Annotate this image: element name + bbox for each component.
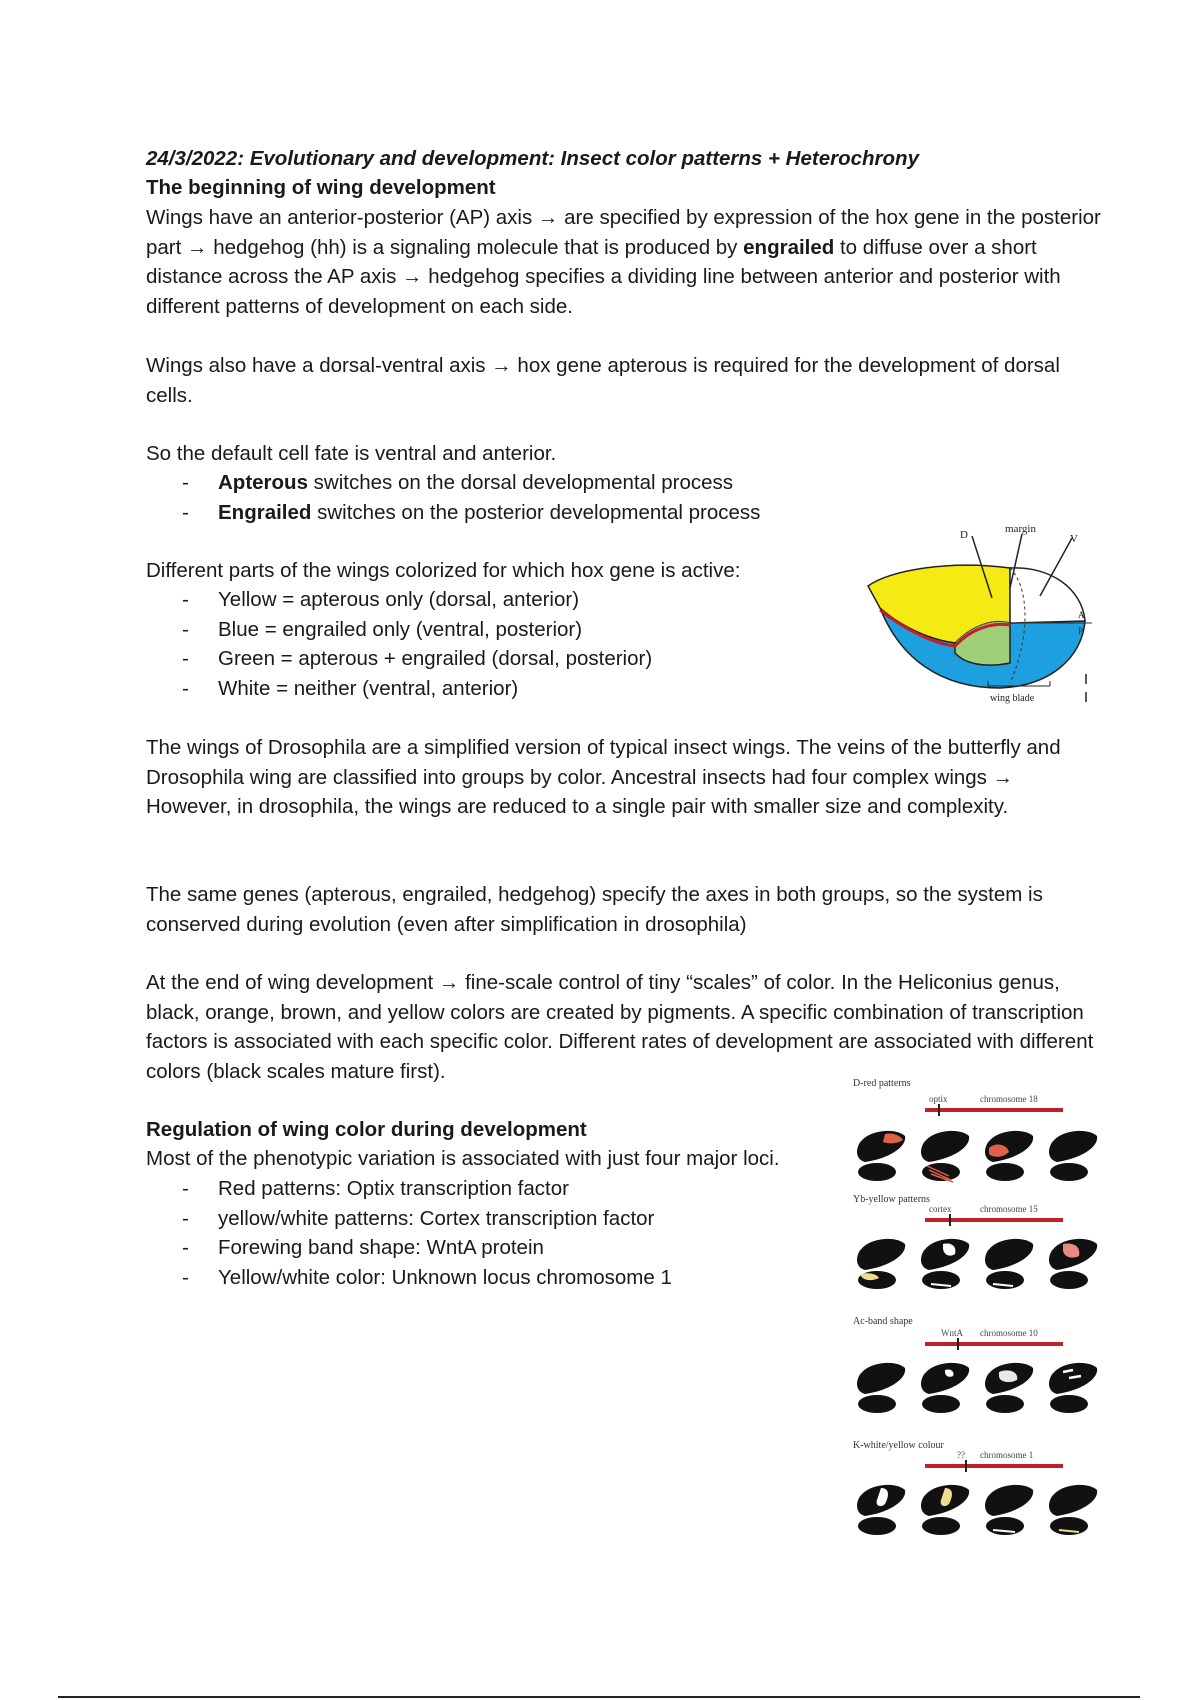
wing-pattern xyxy=(857,1363,905,1413)
paragraph-ap-axis-bold: engrailed xyxy=(743,235,835,259)
panel-gene: cortex xyxy=(929,1204,952,1214)
paragraph-dv-axis: Wings also have a dorsal-ventral axis → hox gene apterous is required for the development of dorsal cells. xyxy=(146,354,1060,407)
wing-pattern xyxy=(1049,1239,1097,1289)
page-title: 24/3/2022: Evolutionary and development: Insect color patterns + Heterochrony xyxy=(146,147,919,170)
wing-pattern xyxy=(1049,1131,1097,1181)
label-d: D xyxy=(960,529,968,541)
white-region xyxy=(1010,568,1085,623)
paragraph-ap-axis xyxy=(146,203,1106,321)
locus-marker xyxy=(938,1104,940,1116)
locus-marker xyxy=(949,1214,951,1226)
list-item: - Yellow/white color: Unknown locus chromosome 1 xyxy=(146,1263,672,1293)
wing-compartment-diagram xyxy=(860,518,1100,708)
locus-marker xyxy=(965,1460,967,1472)
section-heading-wing-color: Regulation of wing color during development xyxy=(146,1118,587,1141)
list-item: - Yellow = apterous only (dorsal, anterior) xyxy=(146,585,652,615)
locus-panel-chromosome-1 xyxy=(853,1440,1097,1535)
paragraph-conserved: The same genes (apterous, engrailed, hedgehog) specify the axes in both groups, so the system is conserved during evolution (even after simplification in drosophila) xyxy=(146,883,1043,936)
chromosome-bar xyxy=(925,1464,1063,1468)
label-a: A xyxy=(1078,610,1085,620)
wing-pattern xyxy=(985,1485,1033,1535)
wing-pattern xyxy=(857,1131,905,1181)
list-item-bold: Apterous xyxy=(218,471,308,494)
list-item: - White = neither (ventral, anterior) xyxy=(146,674,652,704)
label-wing-blade: wing blade xyxy=(990,693,1035,704)
locus-marker xyxy=(957,1338,959,1350)
wing-pattern xyxy=(1049,1363,1097,1413)
list-item: - Green = apterous + engrailed (dorsal, posterior) xyxy=(146,644,652,674)
panel-title: Yb-yellow patterns xyxy=(853,1194,930,1205)
paragraph-ap-axis-part1: Wings have an anterior-posterior (AP) axis → are specified by expression of the hox gene in the posterior part → hedgehog (hh) is a signaling molecule that is produced by xyxy=(146,206,1101,259)
panel-chromosome: chromosome 15 xyxy=(980,1204,1038,1214)
list-item-bold: Engrailed xyxy=(218,500,312,524)
label-v: V xyxy=(1070,533,1078,545)
paragraph-ap-axis-part2: to diffuse over a short distance across the AP axis → hedgehog specifies a dividing line between anterior and posterior with different patterns of development on each side. xyxy=(146,235,1061,318)
wing-pattern xyxy=(985,1131,1033,1181)
wing-pattern xyxy=(921,1363,969,1413)
wing-pattern xyxy=(857,1239,905,1289)
footer-divider xyxy=(58,1696,1140,1698)
paragraph-colorized: Different parts of the wings colorized for which hox gene is active: xyxy=(146,559,741,582)
panel-title: D-red patterns xyxy=(853,1078,911,1089)
panel-chromosome: chromosome 1 xyxy=(980,1450,1034,1460)
label-p: P xyxy=(1078,626,1084,636)
list-item xyxy=(146,498,760,528)
switches-list xyxy=(146,468,760,527)
list-item: - Red patterns: Optix transcription factor xyxy=(146,1174,672,1204)
chromosome-bar xyxy=(925,1218,1063,1222)
list-item: - Forewing band shape: WntA protein xyxy=(146,1233,672,1263)
panel-gene: ?? xyxy=(957,1450,965,1460)
locus-panel-wnta xyxy=(853,1316,1097,1413)
section-heading-wing-development: The beginning of wing development xyxy=(146,176,496,199)
panel-chromosome: chromosome 18 xyxy=(980,1094,1038,1104)
list-item xyxy=(146,468,760,498)
label-margin: margin xyxy=(1005,523,1036,535)
chromosome-bar xyxy=(925,1108,1063,1112)
panel-chromosome: chromosome 10 xyxy=(980,1328,1038,1338)
paragraph-default-fate: So the default cell fate is ventral and anterior. xyxy=(146,442,557,465)
wing-pattern xyxy=(857,1485,905,1535)
panel-gene: optix xyxy=(929,1094,948,1104)
wing-pattern xyxy=(985,1363,1033,1413)
color-list xyxy=(146,585,652,703)
paragraph-scales: At the end of wing development → fine-scale control of tiny “scales” of color. In the Heliconius genus, black, orange, brown, and yellow colors are created by pigments. A specific combination of transcription factors is associated with each specific color. Different rates of development are associated with different colors (black scales mature first). xyxy=(146,971,1094,1083)
paragraph-drosophila: The wings of Drosophila are a simplified version of typical insect wings. The veins of the butterfly and Drosophila wing are classified into groups by color. Ancestral insects had four complex wings → However, in drosophila, the wings are reduced to a single pair with smaller size and complexity. xyxy=(146,736,1061,818)
loci-figure xyxy=(845,1072,1105,1572)
wing-pattern xyxy=(1049,1485,1097,1535)
panel-gene: WntA xyxy=(941,1328,963,1338)
list-item-text: switches on the dorsal developmental process xyxy=(307,471,734,494)
panel-title: Ac-band shape xyxy=(853,1316,913,1327)
chromosome-bar xyxy=(925,1342,1063,1346)
list-item: - Blue = engrailed only (ventral, posterior) xyxy=(146,615,652,645)
list-item-text: switches on the posterior developmental process xyxy=(311,500,761,524)
list-item: - yellow/white patterns: Cortex transcription factor xyxy=(146,1204,672,1234)
wing-pattern xyxy=(921,1485,969,1535)
panel-title: K-white/yellow colour xyxy=(853,1440,944,1451)
loci-list xyxy=(146,1174,672,1292)
wing-pattern xyxy=(985,1239,1033,1289)
locus-panel-optix xyxy=(853,1078,1097,1182)
wing-pattern xyxy=(921,1131,969,1182)
paragraph-loci: Most of the phenotypic variation is associated with just four major loci. xyxy=(146,1147,780,1170)
wing-pattern xyxy=(921,1239,969,1289)
locus-panel-cortex xyxy=(853,1194,1097,1289)
